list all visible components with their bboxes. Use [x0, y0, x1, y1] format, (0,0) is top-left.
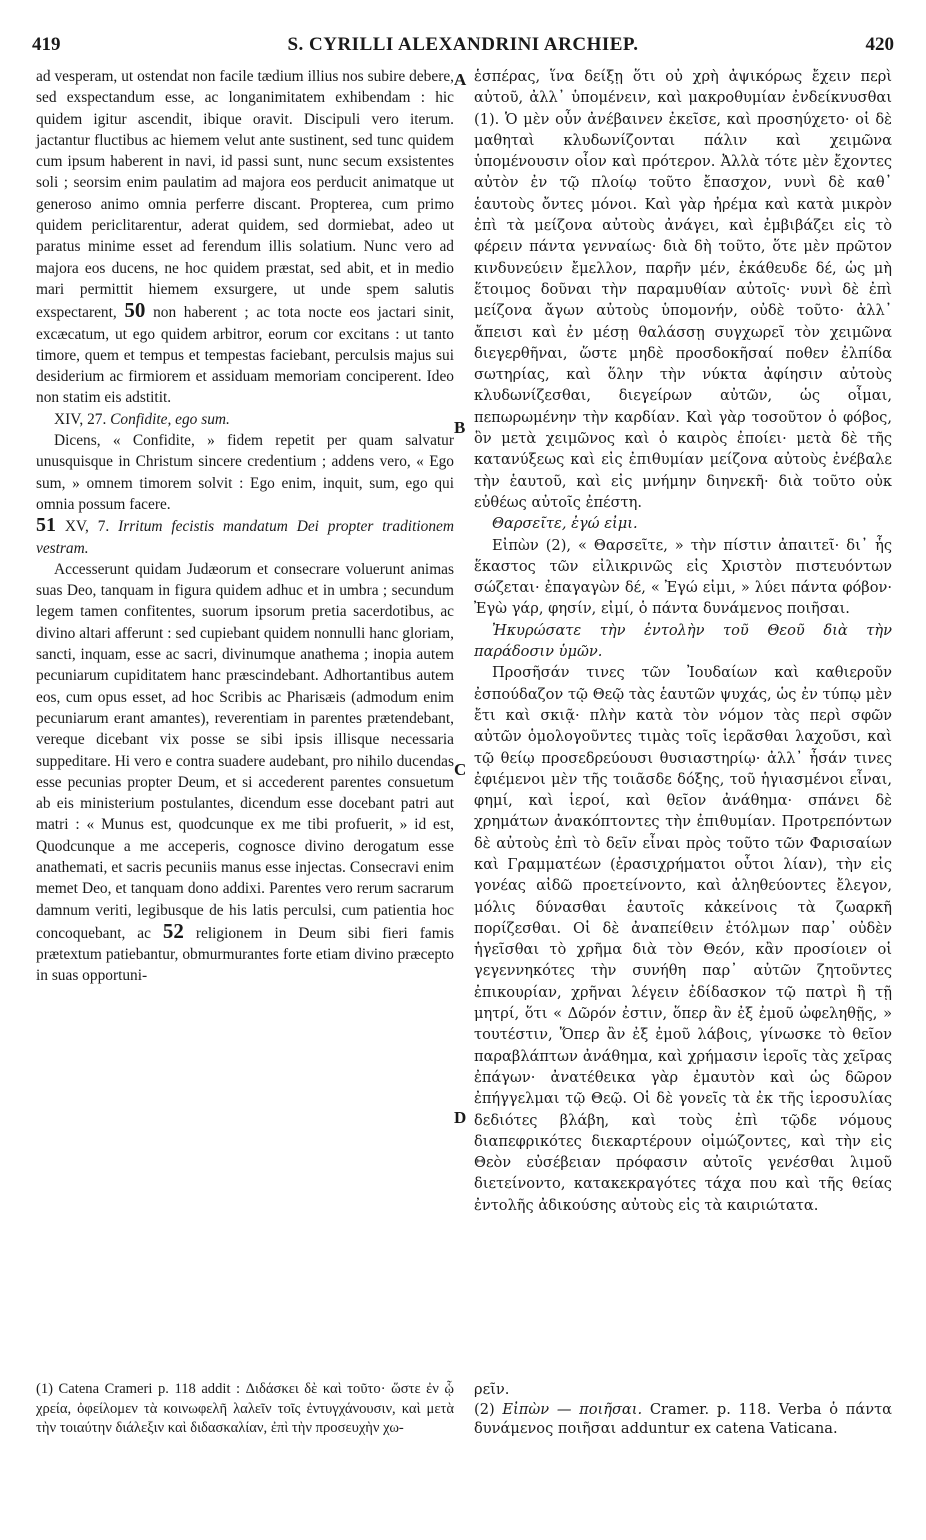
- column-number: 51: [36, 514, 56, 537]
- greek-paragraph: Προσῆσάν τινες τῶν Ἰουδαίων καὶ καθιεροῦν ἐσπούδαζον τῷ Θεῷ τὰς ἑαυτῶν ψυχάς, ὡς ἐν τύπῳ μὲν ἔτι καὶ σκιᾷ· πλὴν κατὰ τὸν νόμον τὰς περὶ σφῶν αὐτῶν ὁμολογοῦντες τιμὰς τοῖς ἱερᾶσθαι λαχοῦσι, καὶ τῷ θείῳ προσεδρεύουσι θυσιαστηρίῳ· ἀλλ᾽ ἦσάν τινες ἐφιέμενοι μὲν τῆς τοιᾶσδε δόξης, τοῦ ἡγιασμένοι εἶναι, φημί, καὶ ἱεροί, καὶ θεῖον ἀνάθημα· σπάνει δὲ χρημάτων ἀνακόπτοντες τὴν ἐπιθυμίαν. Προτρεπόντων δὲ αὐτοὺς ἐπὶ τὸ δεῖν εἶναι πρὸς τοῦτο τῶν Φαρισαίων καὶ Γραμματέων (ἐρασιχρήματοι οὗτοι λίαν), τὴν εἰς γονέας αἰδῶ προετείνοντο, καὶ ἀληθεύοντες ἔλεγον, μόλις δύνασθαι ἑαυτοῖς κἀκείνοις τὰ ζωαρκῆ πορίζεσθαι. Οἱ δὲ ἀναπείθειν ἐτόλμων παρ᾽ οὐδὲν ἡγεῖσθαι τὸ χρῆμα διὰ τὸν Θεόν, κἂν προσίοιεν οἱ γεγεννηκότες τὴν συνήθη παρ᾽ αὐτῶν ζητοῦντες ἐπικουρίαν, χρῆναι λέγειν ἐδίδασκον τῷ πατρὶ ἢ τῇ μητρί, ὅτι « Δῶρόν ἐστιν, ὅπερ ἂν ἐξ ἐμοῦ ὠφεληθῇς, » τουτέστιν, Ὅπερ ἂν ἐξ ἐμοῦ λάβοις, γίνωσκε τὸ θεῖον παραβλάπτων ἀνάθημα, καὶ χρήμασιν ἱεροῖς τὰς χεῖρας ἐπάγων· ἀνατέθεικα γὰρ ἐμαυτὸν καὶ ὡς δῶρον ἐπήγγελμαι τῷ Θεῷ. Οἱ δὲ γονεῖς τὰ ἐκ τῆς ἱεροσυλίας δεδιότες βλάβη, καὶ τοὺς ἐπὶ τῷδε νόμους διαπεφρικότες διεκαρτέρουν οἰμώζοντες, καὶ τὴν εἰς Θεὸν εὐσέβειαν πρόφασιν αὐτοῖς γενέσθαι λιμοῦ διετείνοντο, κατακεκραγότες τάχα που καὶ τῆς θείας ἐντολῆς ἀδικούσης αὐτοὺς εἰς τὰ καιριώτατα.: [474, 664, 892, 1214]
- running-title: S. CYRILLI ALEXANDRINI ARCHIEP.: [287, 34, 639, 55]
- margin-marker-d: D: [454, 1108, 467, 1127]
- footnote-right: ρεῖν. (2) Εἰπὼν — ποιῆσαι. Cramer. p. 118. Verba ὁ πάντα δυνάμενος ποιῆσαι adduntur ex catena Vaticana.: [474, 1381, 893, 1437]
- margin-markers: [452, 0, 474, 1540]
- margin-marker-a: A: [454, 70, 467, 89]
- latin-paragraph: ad vesperam, ut ostendat non facile tædium illius nos subire debere, sed exspectandum esse, ac longanimitatem exhibendam : hic quidem igitur ascendit, ibique oravit. Discipuli vero iterum. jactantur fluctibus ac hiemem velut ante sustinent, sed tunc quidem cum ipsum haberent in navi, id passi sunt, nunc secum exsistentes soli ; seorsim enim paulatim ad majora eos perducit animatque ut generoso animo omnia perferre discant. Propterea, cum primo quidem periclitarentur, aderat quidem, sed dormiebat, adeo ut paratus minime esset ad ferendum illis solatium. Nunc vero ad majora eos ducens, ne hoc quidem præstat, sed abit, et in medio mari permittit hiemem exsurgere, ut unde spem salutis exspectarent, 50 non haberent ; ac tota nocte eos jactari sinit, excæcatum, ut ego quidem arbitror, eorum cor excitans : ut tanto timore, quem et tempus et tempestas faciebant, perculsis majus sui desiderium ac firmiorem et assiduam memoriam conciperent. Ideo non statim eis adstitit.: [36, 68, 454, 407]
- latin-verse-heading: 51 XV, 7. Irritum fecistis mandatum Dei propter traditionem vestram.: [36, 514, 454, 557]
- page-number-right: 420: [865, 34, 894, 55]
- greek-paragraph: ἑσπέρας, ἵνα δείξῃ ὅτι οὐ χρὴ ἀψικόρως ἔχειν περὶ αὐτοῦ, ἀλλ᾽ ὑπομένειν, καὶ μακροθυμίαν ἐνδείκνυσθαι (1). Ὁ μὲν οὖν ἀνέβαινεν ἐκεῖσε, καὶ προσηύχετο· οἱ δὲ μαθηταὶ κλυδωνίζονται πάλιν καὶ χειμῶνα ὑπομένουσιν οἷον καὶ πρότερον. Ἀλλὰ τότε μὲν ἔχοντες αὐτὸν ἐν τῷ πλοίῳ τοῦτο ἔπασχον, νυνὶ δὲ καθ᾽ ἑαυτοὺς ὄντες μόνοι. Καὶ γὰρ ἠρέμα καὶ κατὰ μικρὸν ἐπὶ τὰ μείζονα αὐτοὺς ἀνάγει, καὶ ἐμβιβάζει εἰς τὸ φέρειν πάντα γενναίως· διὰ δὴ τοῦτο, ὅτε μὲν πρῶτον κινδυνεύειν ἔμελλον, παρῆν μέν, ἐκάθευδε δέ, ὡς μὴ ἕτοιμος δοῦναι τὴν παραμυθίαν αὐτοῖς· νυνὶ δὲ ἐπὶ μείζονα ἄγων αὐτοὺς ὑπομονήν, οὐδὲ τοῦτο· ἀλλ᾽ ἄπεισι καὶ ἐν μέσῃ θαλάσσῃ συγχωρεῖ τὸν χειμῶνα διεγερθῆναι, ὥστε μηδὲ προσδοκῆσαί ποθεν ἐλπίδα σωτηρίας, καὶ ὅλην τὴν νύκτα ἀφίησιν αὐτοὺς κλυδωνίζεσθαι, διεγείρων αὐτῶν, ὡς οἶμαι, πεπωρωμένην τὴν καρδίαν. Καὶ γὰρ τοσοῦτον ὁ φόβος, ὃν μετὰ χειμῶνος καὶ ὁ καιρὸς ἐποίει· μετὰ δὲ τῆς κατανύξεως καὶ εἰς ἐπιθυμίαν μείζονα αὐτοὺς ἐνέβαλε τὴν ἑαυτοῦ, καὶ εἰς μνήμην διηνεκῆ· διὰ τοῦτο οὐκ εὐθέως αὐτοῖς ἐπέστη.: [474, 68, 892, 511]
- greek-column: [474, 66, 892, 1216]
- greek-paragraph: Εἰπὼν (2), « Θαρσεῖτε, » τὴν πίστιν ἀπαιτεῖ· δι᾽ ἧς ἕκαστος τῶν εἰλικρινῶς εἰς Χριστὸν πιστευόντων σώζεται· ἐπαγαγὼν δέ, « Ἐγώ εἰμι, » λύει πάντα φόβον· Ἐγὼ γάρ, φησίν, εἰμί, ὁ πάντα δυνάμενος ποιῆσαι.: [474, 536, 892, 618]
- latin-paragraph: Dicens, « Confidite, » fidem repetit per quam salvatur unusquisque in Christum sincere credentium ; addens vero, « Ego sum, » omnem timorem solvit : Ego enim, inquit, sum, ego qui omnia possum facere.: [36, 432, 454, 513]
- column-number: 50: [124, 298, 146, 323]
- page-number-left: 419: [32, 34, 61, 55]
- margin-marker-c: C: [454, 760, 467, 779]
- margin-marker-b: B: [454, 418, 466, 437]
- column-number: 52: [162, 918, 184, 943]
- latin-verse-heading: XIV, 27. Confidite, ego sum.: [54, 410, 230, 428]
- latin-paragraph: Accesserunt quidam Judæorum et consecrare voluerunt animas suas Deo, tanquam in figura quidem adhuc et in umbra ; secundum legem tamen confitentes, suorum ipsorum pretia sacerdotibus, ac divino altari afferunt : sed cupiebant quidem nonnulli hanc gloriam, sancti, inquam, esse ac sacri, divinumque anathema ; inopia autem pecuniarum cupiditatem hanc præscindebant. Adhortantibus autem eos, cum opus esset, ad hoc Scribis ac Pharisæis (admodum enim pecuniarum erant amantes), reverentiam in parentes prætendebant, vereque dicebant vix posse se sibi ipsis illisque necessaria suppeditare. Hi vero e contra suadere audebant, pro nihilo ducendas esse pecunias propter Deum, et si accederent parentes consuetum ab eis ministerium postulantes, dicendum esse docebant patri aut matri : « Munus est, quodcunque ex me tibi profuerit, » id est, Quodcunque a me acceperis, cognosce divino derogatum esse anathemati, et sacris pecuniis manus esse injectas. Consecravi enim memet Deo, et tanquam dono addixi. Parentes vero rerum sacrarum damnum veriti, legibusque de his latis perculsi, cum patientia hoc concoquebant, ac 52 religionem in Deum sibi fieri famis prætextum patiebantur, obmurmurantes forte etiam divino præcepto in suas opportuni-: [36, 560, 454, 985]
- greek-verse-heading: Θαρσεῖτε, ἐγώ εἰμι.: [492, 515, 638, 533]
- footnote-left: (1) Catena Crameri p. 118 addit : Διδάσκει δὲ καὶ τοῦτο· ὥστε ἐν ᾧ χρεία, ὀφείλομεν τὰ κοινωφελῆ λαλεῖν τοῖς ἐντυγχάνουσιν, καὶ μετὰ τὴν τοιαύτην διάλεξιν καὶ διδασκαλίαν, ἐπὶ τὴν προσευχὴν χω-: [36, 1381, 454, 1436]
- greek-verse-heading: Ἠκυρώσατε τὴν ἐντολὴν τοῦ Θεοῦ διὰ τὴν παράδοσιν ὑμῶν.: [474, 621, 892, 661]
- latin-column: [36, 66, 454, 987]
